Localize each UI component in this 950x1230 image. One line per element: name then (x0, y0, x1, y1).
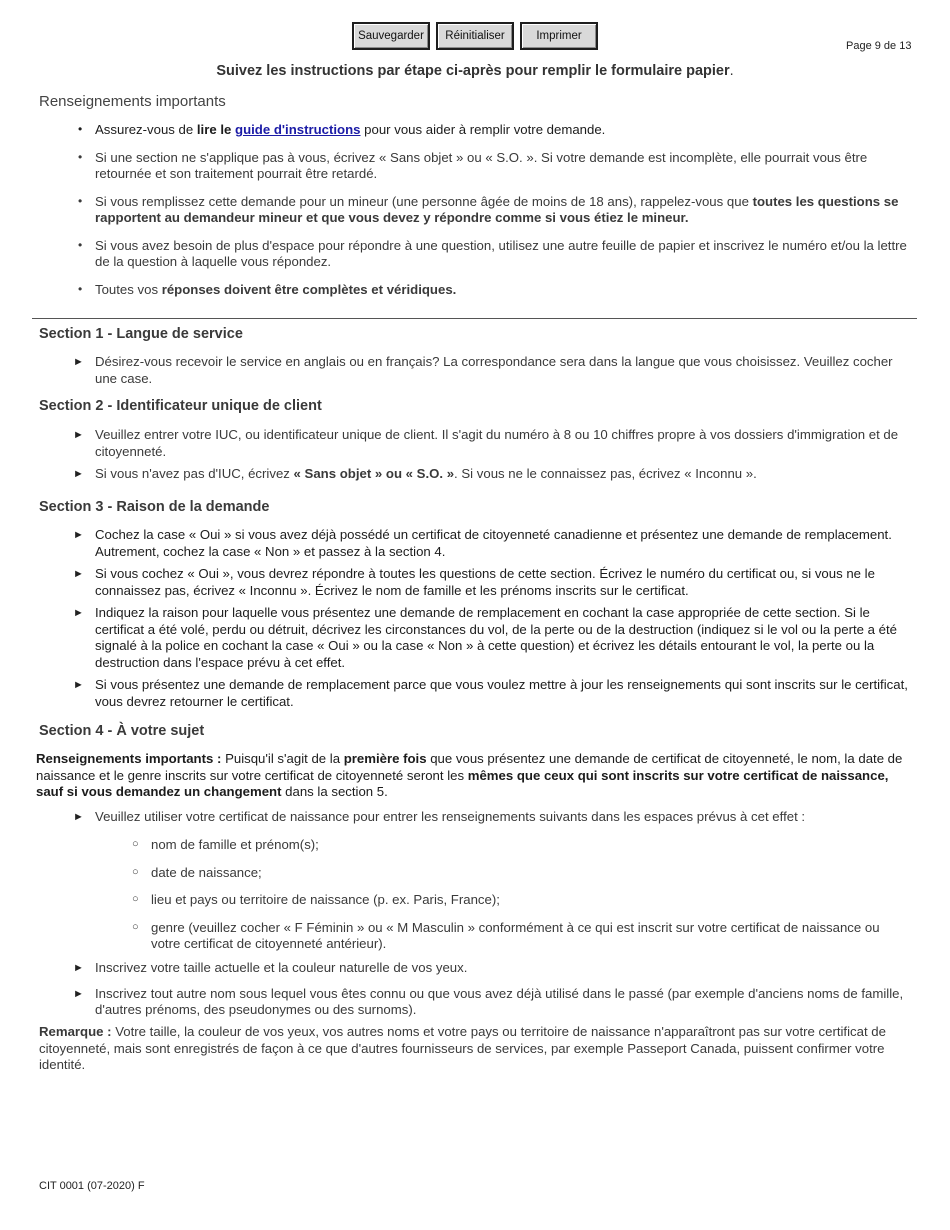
circle-bullet-icon: ○ (132, 893, 139, 905)
item-text: Inscrivez votre taille actuelle et la couleur naturelle de vos yeux. (95, 960, 468, 975)
headline-text: Suivez les instructions par étape ci-après pour remplir le formulaire papier (216, 63, 730, 79)
item-text: genre (veuillez cocher « F Féminin » ou « M Masculin » conformément à ce qui est inscrit sur votre certificat de naissance ou votre certificat de citoyenneté antérieur). (151, 919, 880, 951)
reset-button[interactable]: Réinitialiser (436, 22, 514, 50)
list-item (132, 892, 911, 909)
arrow-icon: ► (73, 529, 84, 541)
item-text: nom de famille et prénom(s); (151, 837, 319, 852)
circle-bullet-icon: ○ (132, 838, 139, 850)
arrow-icon: ► (73, 356, 84, 368)
item-bold-text: « Sans objet » ou « S.O. » (293, 466, 455, 481)
arrow-icon: ► (73, 568, 84, 580)
list-item (73, 809, 910, 826)
form-code-footer: CIT 0001 (07-2020) F (39, 1180, 145, 1192)
intro-text: que vous présentez une demande de certificat de citoyenneté, le nom, la date de naissance et le genre inscrits sur votre certificat de citoyenneté seront les (36, 751, 903, 783)
circle-bullet-icon: ○ (132, 865, 139, 878)
list-item (78, 149, 910, 183)
intro-bold-text: Renseignements importants : (36, 751, 222, 766)
arrow-icon: ► (73, 468, 84, 480)
section-divider (32, 318, 917, 319)
intro-text: Puisqu'il s'agit de la (221, 751, 344, 766)
item-text: Si vous cochez « Oui », vous devrez répondre à toutes les questions de cette section. Écrivez le numéro du certificat ou, si vous ne le connaissez pas, écrivez « Inconnu ». Écrivez le nom de famille et les prénoms inscrits sur le certificat. (95, 566, 875, 598)
section-2-title: Section 2 - Identificateur unique de client (39, 398, 322, 414)
list-item (78, 193, 910, 227)
arrow-icon: ► (73, 429, 84, 441)
section-2-list (73, 427, 910, 489)
section-4-list-a (73, 809, 910, 832)
list-item (78, 122, 910, 139)
item-text: Si vous remplissez cette demande pour un mineur (une personne âgée de moins de 18 ans), rappelez-vous que (95, 193, 753, 209)
arrow-icon: ► (73, 679, 84, 691)
list-item (73, 605, 910, 671)
bullet-icon: • (78, 237, 83, 252)
item-text: Inscrivez tout autre nom sous lequel vous êtes connu ou que vous avez déjà utilisé dans le passé (par exemple d'anciens noms de famille, d'autres prénoms, des pseudonymes ou des surnoms). (95, 985, 904, 1017)
item-text: Si vous n'avez pas d'IUC, écrivez (95, 466, 294, 481)
list-item (73, 960, 910, 977)
item-text: . Si vous ne le connaissez pas, écrivez « Inconnu ». (454, 466, 757, 481)
bullet-icon: • (78, 193, 83, 208)
list-item (73, 677, 910, 710)
instruction-guide-link[interactable]: guide d'instructions (235, 122, 361, 137)
list-item (73, 427, 910, 460)
item-text: pour vous aider à remplir votre demande. (360, 122, 606, 137)
section-4-list-b (73, 960, 910, 1025)
important-info-title: Renseignements importants (39, 93, 226, 110)
item-text: Si une section ne s'applique pas à vous, écrivez « Sans objet » ou « S.O. ». Si votre demande est incomplète, elle pourrait vous être retournée et son traitement pourrait être retardé. (95, 149, 868, 181)
section-4-title: Section 4 - À votre sujet (39, 723, 205, 739)
list-item (73, 466, 910, 483)
item-text: lieu et pays ou territoire de naissance (p. ex. Paris, France); (151, 892, 500, 907)
bullet-icon: • (78, 122, 83, 136)
important-info-list (78, 122, 910, 309)
item-text: Toutes vos (95, 281, 162, 297)
intro-bold-text: mêmes que ceux qui sont inscrits sur votre certificat de naissance, sauf si vous demandez un changement (36, 767, 889, 799)
list-item (78, 237, 910, 271)
item-text: Veuillez entrer votre IUC, ou identificateur unique de client. Il s'agit du numéro à 8 ou 10 chiffres propre à vos dossiers d'immigration et de citoyenneté. (95, 427, 899, 459)
arrow-icon: ► (73, 811, 84, 823)
remark-text: Votre taille, la couleur de vos yeux, vos autres noms et votre pays ou territoire de naissance n'apparaîtront pas sur votre certificat de citoyenneté, mais sont enregistrés de façon à ce que d'autres fournisseurs de services, par exemple Passeport Canada, puissent confirmer votre identité. (39, 1024, 886, 1072)
item-text: Veuillez utiliser votre certificat de naissance pour entrer les renseignements suivants dans les espaces prévus à cet effet : (95, 809, 806, 824)
section-3-title: Section 3 - Raison de la demande (39, 499, 270, 515)
item-bold-text: toutes les questions se rapportent au demandeur mineur et que vous devez y répondre comme si vous étiez le mineur. (95, 193, 899, 225)
intro-text: dans la section 5. (281, 784, 388, 799)
item-text: Si vous avez besoin de plus d'espace pour répondre à une question, utilisez une autre feuille de papier et inscrivez le numéro et/ou la lettre de la question à laquelle vous répondez. (95, 237, 907, 269)
arrow-icon: ► (73, 987, 84, 1000)
print-button[interactable]: Imprimer (520, 22, 598, 50)
item-text: Cochez la case « Oui » si vous avez déjà possédé un certificat de citoyenneté canadienne et présentez une demande de remplacement. Autrement, cochez la case « Non » et passez à la section 4. (95, 527, 892, 559)
list-item (132, 864, 911, 882)
list-item (132, 919, 911, 953)
section-1-title: Section 1 - Langue de service (39, 326, 243, 342)
item-text: Indiquez la raison pour laquelle vous présentez une demande de remplacement en cochant la case appropriée de cette section. Si le certificat a été volé, perdu ou détruit, décrivez les circonstances du vol, de la perte ou de la destruction (indiquez si le vol ou la perte a été signalé à la police en cochant la case « Oui » ou la case « Non » à cette question) et écrivez les détails entourant le vol, la perte ou la destruction dans l'espace prévu à cet effet. (95, 605, 897, 670)
item-text: Désirez-vous recevoir le service en anglais ou en français? La correspondance sera dans la langue que vous choisissez. Veuillez cocher une case. (95, 354, 893, 386)
page-number: Page 9 de 13 (846, 40, 912, 52)
circle-bullet-icon: ○ (132, 920, 139, 933)
page-headline (0, 63, 950, 80)
bullet-icon: • (78, 281, 83, 296)
headline-period: . (729, 63, 734, 79)
remark-note (39, 1024, 889, 1074)
list-item (78, 281, 910, 299)
item-text: Assurez-vous de (95, 122, 197, 137)
section-3-list (73, 527, 910, 716)
item-text: Si vous présentez une demande de remplacement parce que vous voulez mettre à jour les renseignements qui sont inscrits sur le certificat, vous devrez retourner le certificat. (95, 677, 908, 709)
arrow-icon: ► (73, 962, 84, 974)
section-4-intro (36, 751, 916, 801)
save-button[interactable]: Sauvegarder (352, 22, 430, 50)
item-text: date de naissance; (151, 864, 262, 880)
intro-bold-text: première fois (343, 751, 427, 766)
form-toolbar (352, 22, 598, 50)
list-item (73, 985, 910, 1019)
list-item (73, 527, 910, 560)
list-item (132, 837, 911, 854)
list-item (73, 354, 910, 387)
arrow-icon: ► (73, 607, 84, 619)
list-item (73, 566, 910, 599)
item-bold-text: lire le (196, 122, 236, 137)
remark-label: Remarque : (39, 1024, 112, 1039)
item-bold-text: réponses doivent être complètes et véridiques. (161, 281, 457, 297)
section-4-sublist (132, 837, 911, 964)
bullet-icon: • (78, 149, 83, 164)
section-1-list (73, 354, 910, 393)
